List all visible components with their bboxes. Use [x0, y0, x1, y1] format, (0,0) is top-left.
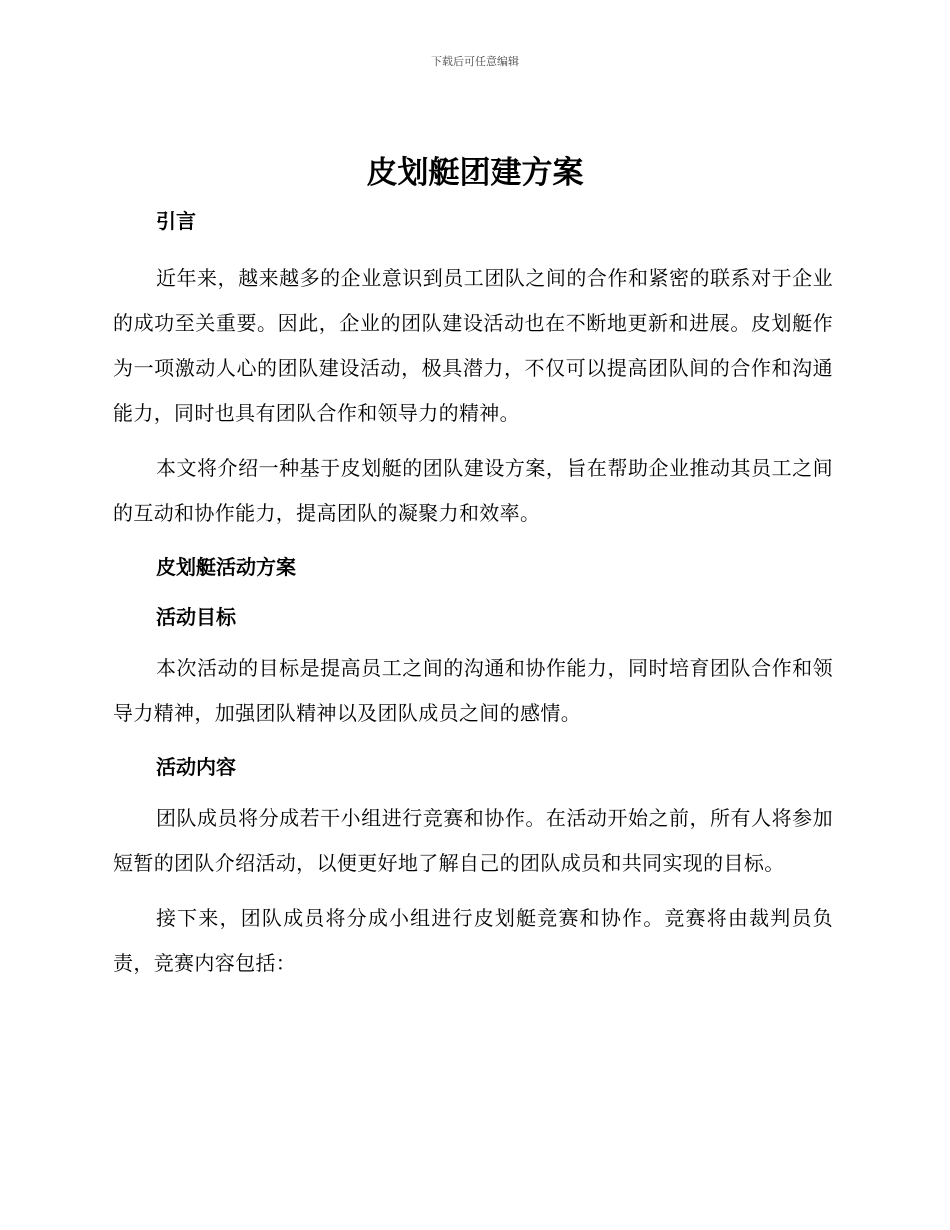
section-heading-goal: 活动目标	[156, 605, 236, 629]
content-paragraph-2: 接下来，团队成员将分成小组进行皮划艇竞赛和协作。竞赛将由裁判员负责，竞赛内容包括：	[113, 906, 833, 975]
intro-paragraph-1: 近年来，越来越多的企业意识到员工团队之间的合作和紧密的联系对于企业的成功至关重要。因此，企业的团队建设活动也在不断地更新和进展。皮划艇作为一项激动人心的团队建设活动，极具潜力，不仅可以提高团队间的合作和沟通能力，同时也具有团队合作和领导力的精神。	[113, 266, 833, 425]
content-paragraph-1: 团队成员将分成若干小组进行竞赛和协作。在活动开始之前，所有人将参加短暂的团队介绍活动，以便更好地了解自己的团队成员和共同实现的目标。	[113, 806, 833, 875]
intro-paragraph-2: 本文将介绍一种基于皮划艇的团队建设方案，旨在帮助企业推动其员工之间的互动和协作能力，提高团队的凝聚力和效率。	[113, 456, 833, 525]
document-title: 皮划艇团建方案	[366, 155, 584, 191]
section-heading-intro: 引言	[156, 209, 196, 233]
section-heading-content: 活动内容	[156, 755, 236, 779]
document-body	[113, 200, 833, 996]
goal-paragraph: 本次活动的目标是提高员工之间的沟通和协作能力，同时培育团队合作和领导力精神，加强团队精神以及团队成员之间的感情。	[113, 656, 833, 725]
section-heading-plan: 皮划艇活动方案	[156, 555, 296, 579]
header-note: 下载后可任意编辑	[431, 55, 519, 68]
